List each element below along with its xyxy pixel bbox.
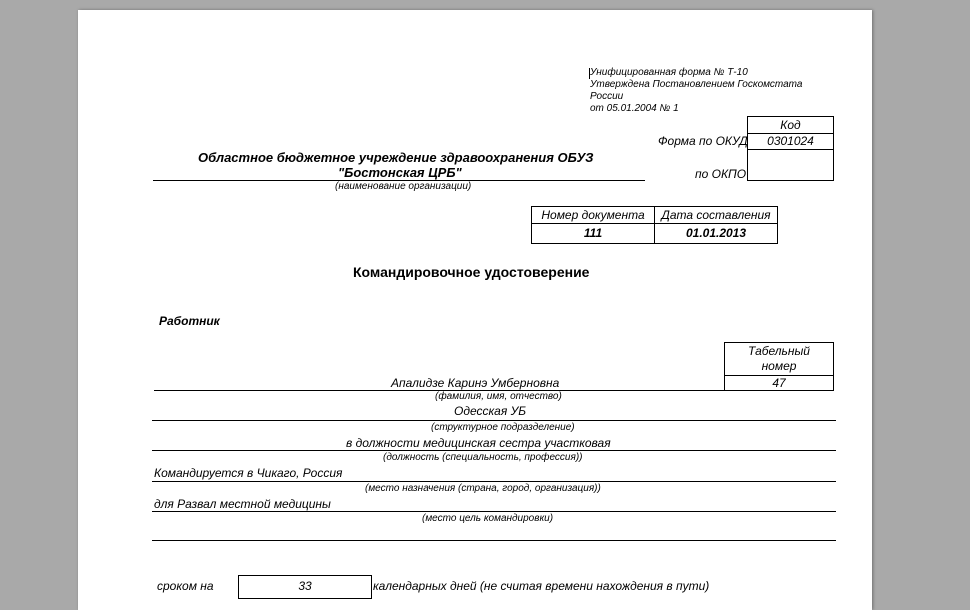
extra-underline [152, 540, 836, 541]
form-approval-line: Утверждена Постановлением Госкомстата [590, 79, 803, 90]
doc-number-header: Номер документа [531, 206, 655, 224]
tab-number-label-1: Табельный [748, 344, 810, 358]
tab-number-header [724, 342, 834, 376]
employee-section-label: Работник [159, 314, 220, 328]
destination-caption: (место назначения (страна, город, организация)) [365, 483, 601, 494]
doc-date-value[interactable]: 01.01.2013 [654, 223, 778, 244]
tab-number-value[interactable]: 47 [724, 375, 834, 391]
term-label: сроком на [157, 579, 214, 593]
purpose-caption: (место цель командировки) [422, 513, 554, 524]
okpo-value[interactable] [747, 149, 834, 181]
term-suffix: календарных дней (не считая времени нахождения в пути) [373, 579, 710, 593]
tab-number-label-2: номер [761, 359, 797, 373]
text-cursor [589, 68, 590, 79]
okpo-label: по ОКПО [695, 167, 747, 181]
position-underline [152, 450, 836, 451]
employee-purpose[interactable]: для Развал местной медицины [154, 497, 331, 511]
okud-value[interactable]: 0301024 [747, 133, 834, 150]
okud-label: Форма по ОКУД [658, 134, 748, 148]
fio-caption: (фамилия, имя, отчество) [435, 391, 562, 402]
employee-fio[interactable]: Апалидзе Каринэ Умберновна [391, 376, 560, 390]
purpose-underline [152, 511, 836, 512]
doc-number-value[interactable]: 111 [531, 223, 655, 244]
organization-name-line-2: "Бостонская ЦРБ" [338, 165, 462, 180]
position-caption: (должность (специальность, профессия)) [383, 452, 583, 463]
employee-division[interactable]: Одесская УБ [454, 404, 527, 418]
employee-destination[interactable]: Командируется в Чикаго, Россия [154, 466, 343, 480]
doc-date-header: Дата составления [654, 206, 778, 224]
code-header: Код [747, 116, 834, 134]
form-number-line: Унифицированная форма № Т-10 [590, 67, 748, 78]
organization-name-line-1: Областное бюджетное учреждение здравоохранения ОБУЗ [198, 150, 594, 165]
form-approval-date: от 05.01.2004 № 1 [590, 103, 679, 114]
division-caption: (структурное подразделение) [431, 422, 575, 433]
term-days-value[interactable]: 33 [238, 575, 372, 599]
document-page [78, 10, 872, 610]
document-title: Командировочное удостоверение [353, 264, 590, 280]
destination-underline [152, 481, 836, 482]
employee-position[interactable]: в должности медицинская сестра участковая [346, 436, 611, 450]
form-approval-line-2: России [590, 91, 624, 102]
organization-caption: (наименование организации) [335, 181, 472, 192]
division-underline [152, 420, 836, 421]
